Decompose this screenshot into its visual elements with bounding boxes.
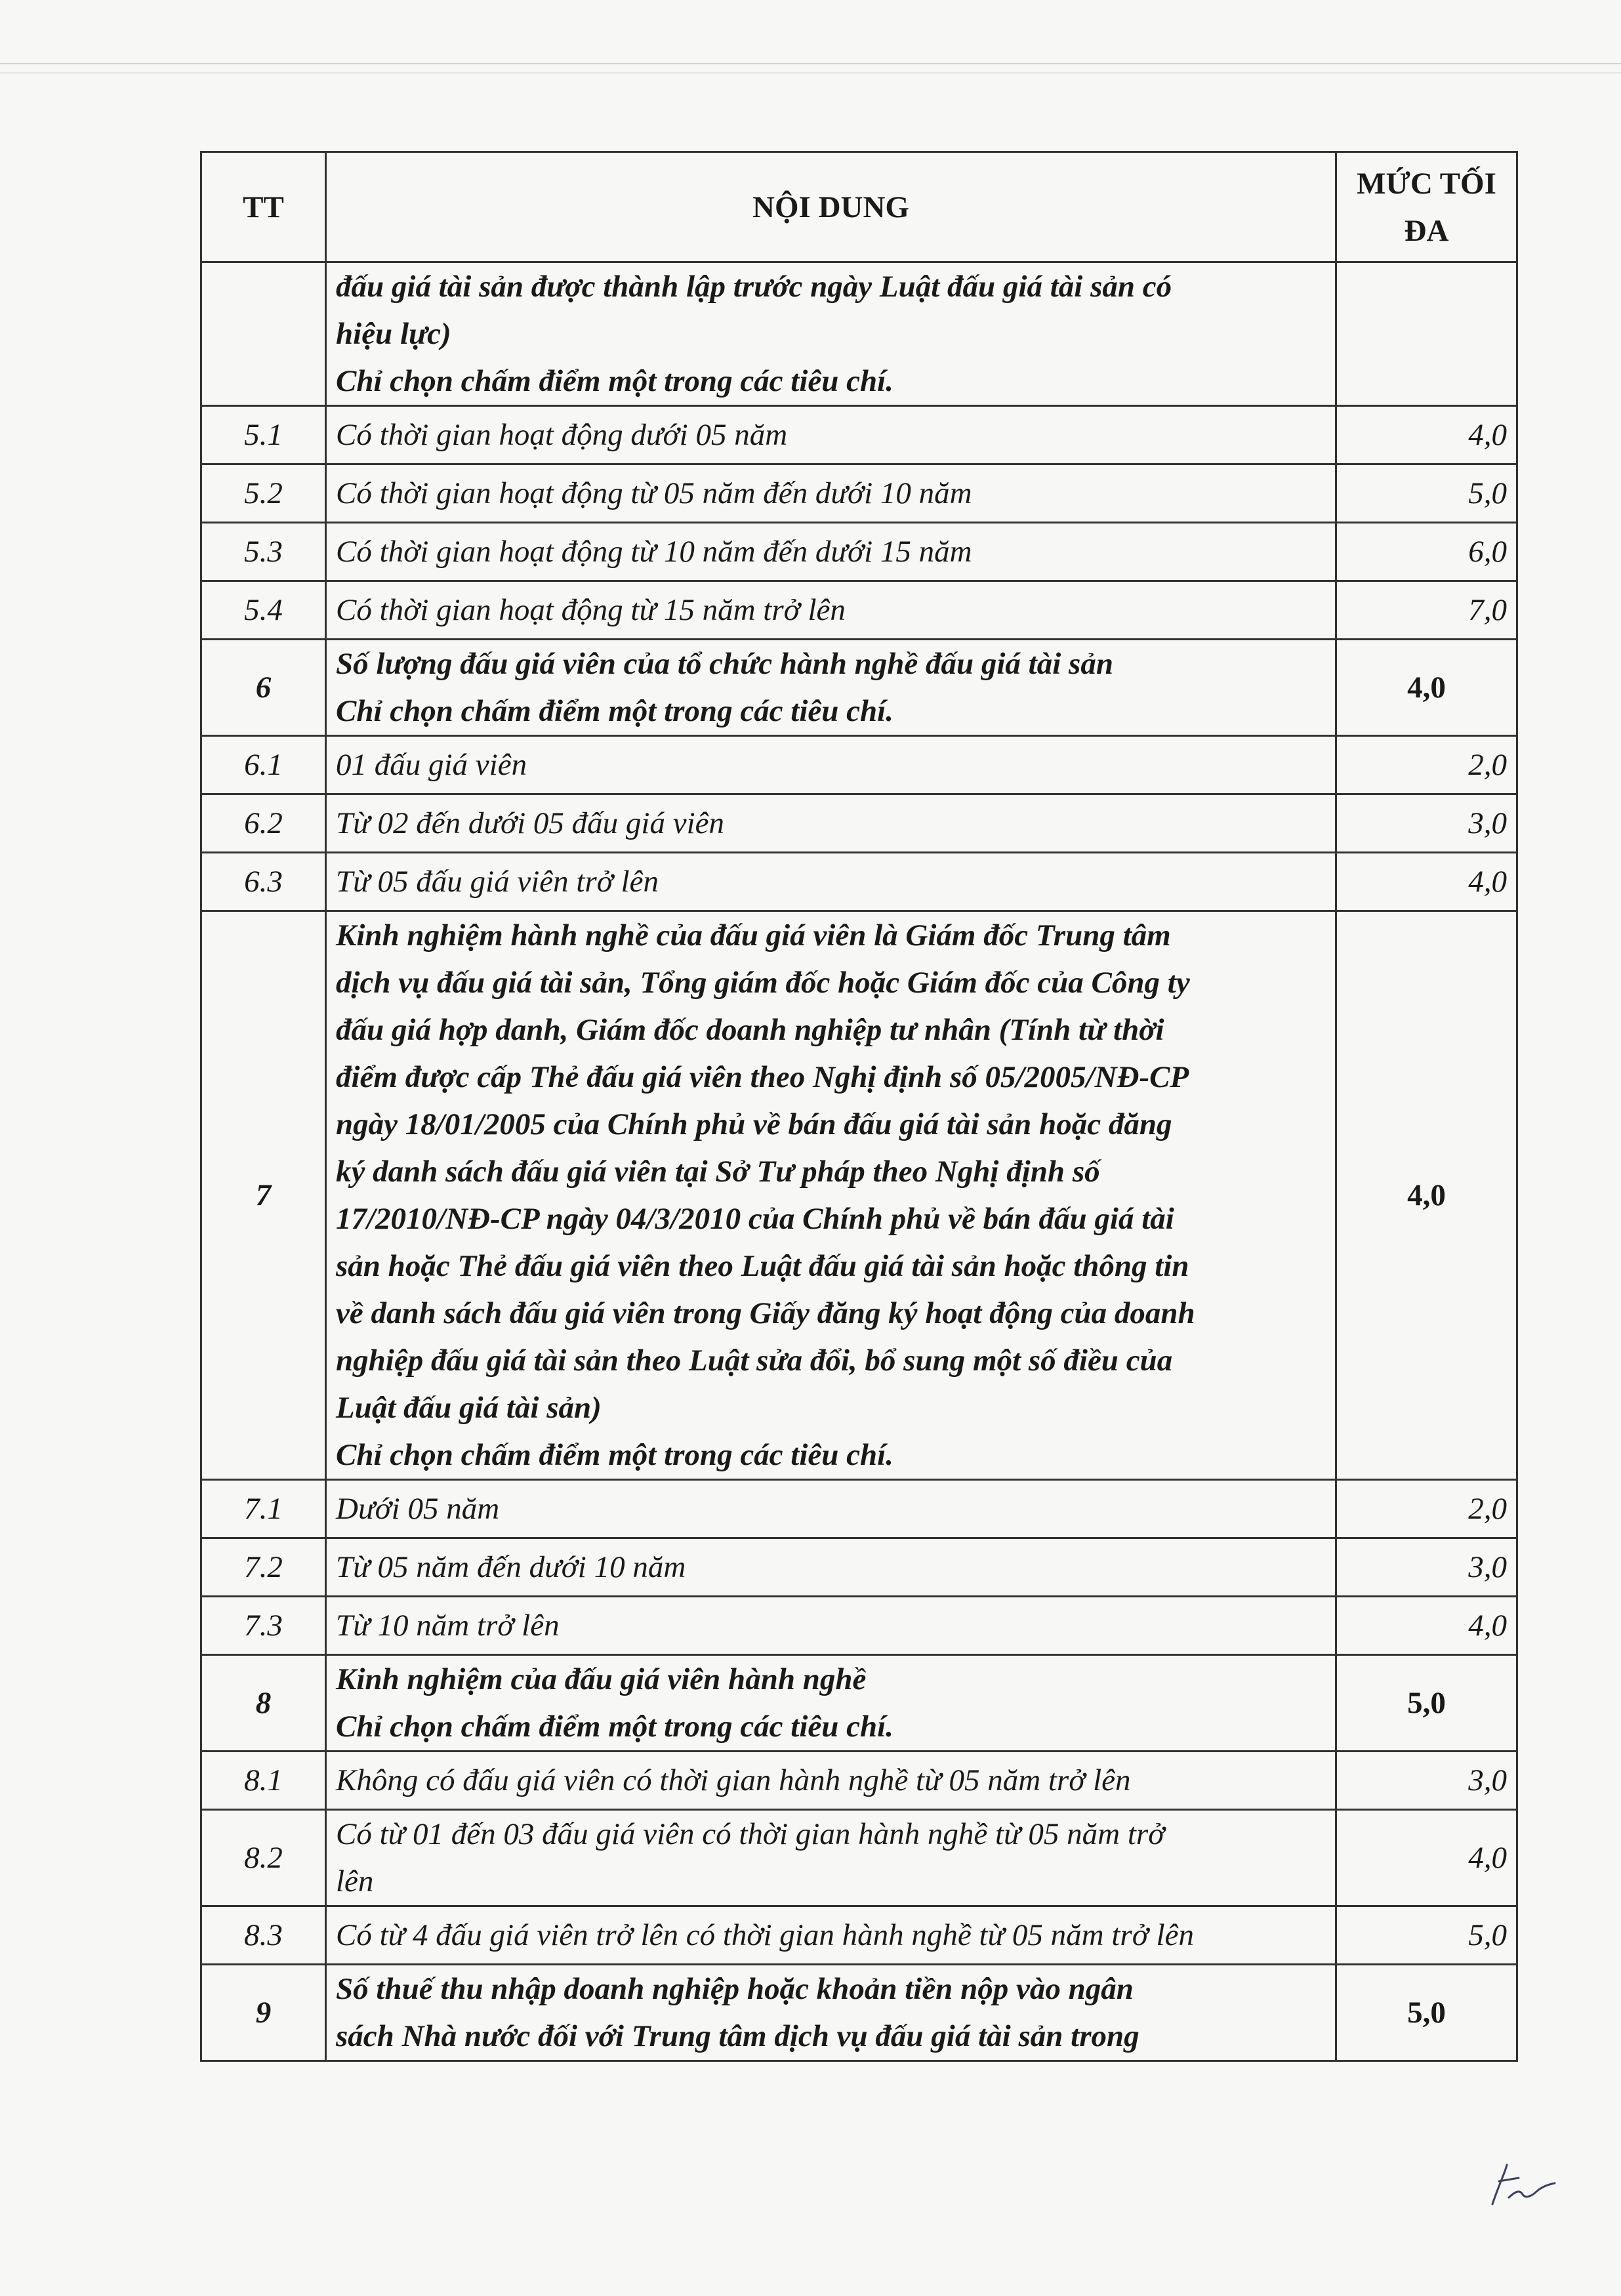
content-line: sách Nhà nước đối với Trung tâm dịch vụ đấu giá tài sản trong	[336, 2019, 1139, 2053]
table-row	[201, 262, 1517, 406]
row-number: 6.2	[201, 794, 326, 853]
header-max-score: MỨC TỐI ĐA	[1336, 152, 1517, 262]
row-max-score: 7,0	[1336, 581, 1517, 640]
row-content	[326, 581, 1336, 640]
row-content	[326, 523, 1336, 581]
content-line: Từ 05 đấu giá viên trở lên	[336, 865, 659, 899]
row-number: 5.1	[201, 406, 326, 464]
row-max-score: 2,0	[1336, 736, 1517, 794]
table-row	[201, 1597, 1517, 1655]
row-max-score: 3,0	[1336, 794, 1517, 853]
row-max-score: 3,0	[1336, 1538, 1517, 1597]
content-line: Có từ 4 đấu giá viên trở lên có thời gian hành nghề từ 05 năm trở lên	[336, 1918, 1194, 1952]
row-number: 9	[201, 1965, 326, 2061]
content-line: đấu giá tài sản được thành lập trước ngày Luật đấu giá tài sản có	[336, 270, 1172, 304]
content-line: dịch vụ đấu giá tài sản, Tổng giám đốc hoặc Giám đốc của Công ty	[336, 966, 1190, 1000]
scoring-table	[200, 151, 1518, 2062]
row-number: 6.1	[201, 736, 326, 794]
row-number: 7	[201, 911, 326, 1480]
row-max-score: 4,0	[1336, 911, 1517, 1480]
content-line: về danh sách đấu giá viên trong Giấy đăng ký hoạt động của doanh	[336, 1296, 1195, 1330]
content-line: Kinh nghiệm của đấu giá viên hành nghề	[336, 1662, 867, 1696]
row-content	[326, 1906, 1336, 1965]
table-body	[201, 262, 1517, 2061]
table-row	[201, 1752, 1517, 1810]
row-content	[326, 911, 1336, 1480]
row-content	[326, 1965, 1336, 2061]
row-max-score: 4,0	[1336, 1810, 1517, 1906]
content-line: Có thời gian hoạt động dưới 05 năm	[336, 418, 788, 452]
content-line: điểm được cấp Thẻ đấu giá viên theo Nghị định số 05/2005/NĐ-CP	[336, 1060, 1189, 1094]
content-line: 17/2010/NĐ-CP ngày 04/3/2010 của Chính phủ về bán đấu giá tài	[336, 1202, 1174, 1236]
content-line: sản hoặc Thẻ đấu giá viên theo Luật đấu giá tài sản hoặc thông tin	[336, 1249, 1189, 1283]
row-number: 8.2	[201, 1810, 326, 1906]
row-content	[326, 1597, 1336, 1655]
row-content	[326, 640, 1336, 736]
content-line: hiệu lực)	[336, 317, 451, 351]
content-line: Có thời gian hoạt động từ 15 năm trở lên	[336, 593, 846, 627]
table-row	[201, 523, 1517, 581]
table-row	[201, 911, 1517, 1480]
row-content	[326, 1810, 1336, 1906]
row-number: 5.3	[201, 523, 326, 581]
row-content	[326, 794, 1336, 853]
content-line: Chỉ chọn chấm điểm một trong các tiêu chí.	[336, 1438, 893, 1472]
content-line: Luật đấu giá tài sản)	[336, 1391, 602, 1425]
row-content	[326, 1752, 1336, 1810]
table-row	[201, 1965, 1517, 2061]
row-content	[326, 736, 1336, 794]
table-row	[201, 1480, 1517, 1538]
content-line: Số lượng đấu giá viên của tổ chức hành nghề đấu giá tài sản	[336, 647, 1113, 681]
content-line: ngày 18/01/2005 của Chính phủ về bán đấu giá tài sản hoặc đăng	[336, 1107, 1172, 1141]
row-max-score: 4,0	[1336, 1597, 1517, 1655]
row-number: 5.4	[201, 581, 326, 640]
content-line: Có thời gian hoạt động từ 10 năm đến dưới 15 năm	[336, 535, 972, 569]
row-number: 7.3	[201, 1597, 326, 1655]
header-content: NỘI DUNG	[326, 152, 1336, 262]
row-max-score: 3,0	[1336, 1752, 1517, 1810]
content-line: Chỉ chọn chấm điểm một trong các tiêu chí.	[336, 364, 893, 398]
header-tt: TT	[201, 152, 326, 262]
row-max-score: 2,0	[1336, 1480, 1517, 1538]
row-number: 8	[201, 1655, 326, 1752]
table-row	[201, 794, 1517, 853]
content-line: Có từ 01 đến 03 đấu giá viên có thời gian hành nghề từ 05 năm trở	[336, 1817, 1165, 1851]
row-number: 5.2	[201, 464, 326, 523]
content-line: Từ 02 đến dưới 05 đấu giá viên	[336, 806, 724, 840]
row-max-score: 4,0	[1336, 853, 1517, 911]
scan-top-line	[0, 63, 1621, 64]
row-number: 6	[201, 640, 326, 736]
table-row	[201, 853, 1517, 911]
table-row	[201, 406, 1517, 464]
row-content	[326, 1538, 1336, 1597]
table-row	[201, 736, 1517, 794]
row-content	[326, 464, 1336, 523]
row-content	[326, 1480, 1336, 1538]
content-line: Không có đấu giá viên có thời gian hành nghề từ 05 năm trở lên	[336, 1763, 1131, 1797]
signature-mark	[1479, 2158, 1558, 2217]
content-line: Chỉ chọn chấm điểm một trong các tiêu chí.	[336, 694, 893, 728]
content-line: Kinh nghiệm hành nghề của đấu giá viên là Giám đốc Trung tâm	[336, 918, 1171, 953]
table-row	[201, 464, 1517, 523]
table-row	[201, 581, 1517, 640]
row-max-score: 5,0	[1336, 1655, 1517, 1752]
row-number	[201, 262, 326, 406]
table-row	[201, 1810, 1517, 1906]
table-row	[201, 1906, 1517, 1965]
content-line: Số thuế thu nhập doanh nghiệp hoặc khoản tiền nộp vào ngân	[336, 1972, 1134, 2006]
row-number: 8.3	[201, 1906, 326, 1965]
row-max-score: 4,0	[1336, 640, 1517, 736]
content-line: 01 đấu giá viên	[336, 748, 527, 782]
content-line: đấu giá hợp danh, Giám đốc doanh nghiệp tư nhân (Tính từ thời	[336, 1013, 1164, 1047]
table-row	[201, 1538, 1517, 1597]
row-number: 7.1	[201, 1480, 326, 1538]
row-content	[326, 262, 1336, 406]
content-line: Dưới 05 năm	[336, 1492, 500, 1526]
row-max-score: 6,0	[1336, 523, 1517, 581]
row-max-score: 4,0	[1336, 406, 1517, 464]
row-content	[326, 853, 1336, 911]
content-line: ký danh sách đấu giá viên tại Sở Tư pháp theo Nghị định số	[336, 1155, 1100, 1189]
table-row	[201, 1655, 1517, 1752]
row-number: 8.1	[201, 1752, 326, 1810]
content-line: Từ 05 năm đến dưới 10 năm	[336, 1550, 686, 1584]
scan-top-line-2	[0, 72, 1621, 73]
row-max-score: 5,0	[1336, 464, 1517, 523]
row-max-score: 5,0	[1336, 1965, 1517, 2061]
table-row	[201, 640, 1517, 736]
row-number: 6.3	[201, 853, 326, 911]
row-max-score	[1336, 262, 1517, 406]
row-content	[326, 406, 1336, 464]
content-line: Từ 10 năm trở lên	[336, 1609, 560, 1643]
row-max-score: 5,0	[1336, 1906, 1517, 1965]
row-content	[326, 1655, 1336, 1752]
row-number: 7.2	[201, 1538, 326, 1597]
content-line: Chỉ chọn chấm điểm một trong các tiêu chí.	[336, 1710, 893, 1744]
content-line: Có thời gian hoạt động từ 05 năm đến dưới 10 năm	[336, 476, 972, 510]
content-line: nghiệp đấu giá tài sản theo Luật sửa đổi, bổ sung một số điều của	[336, 1343, 1173, 1378]
content-line: lên	[336, 1864, 374, 1898]
